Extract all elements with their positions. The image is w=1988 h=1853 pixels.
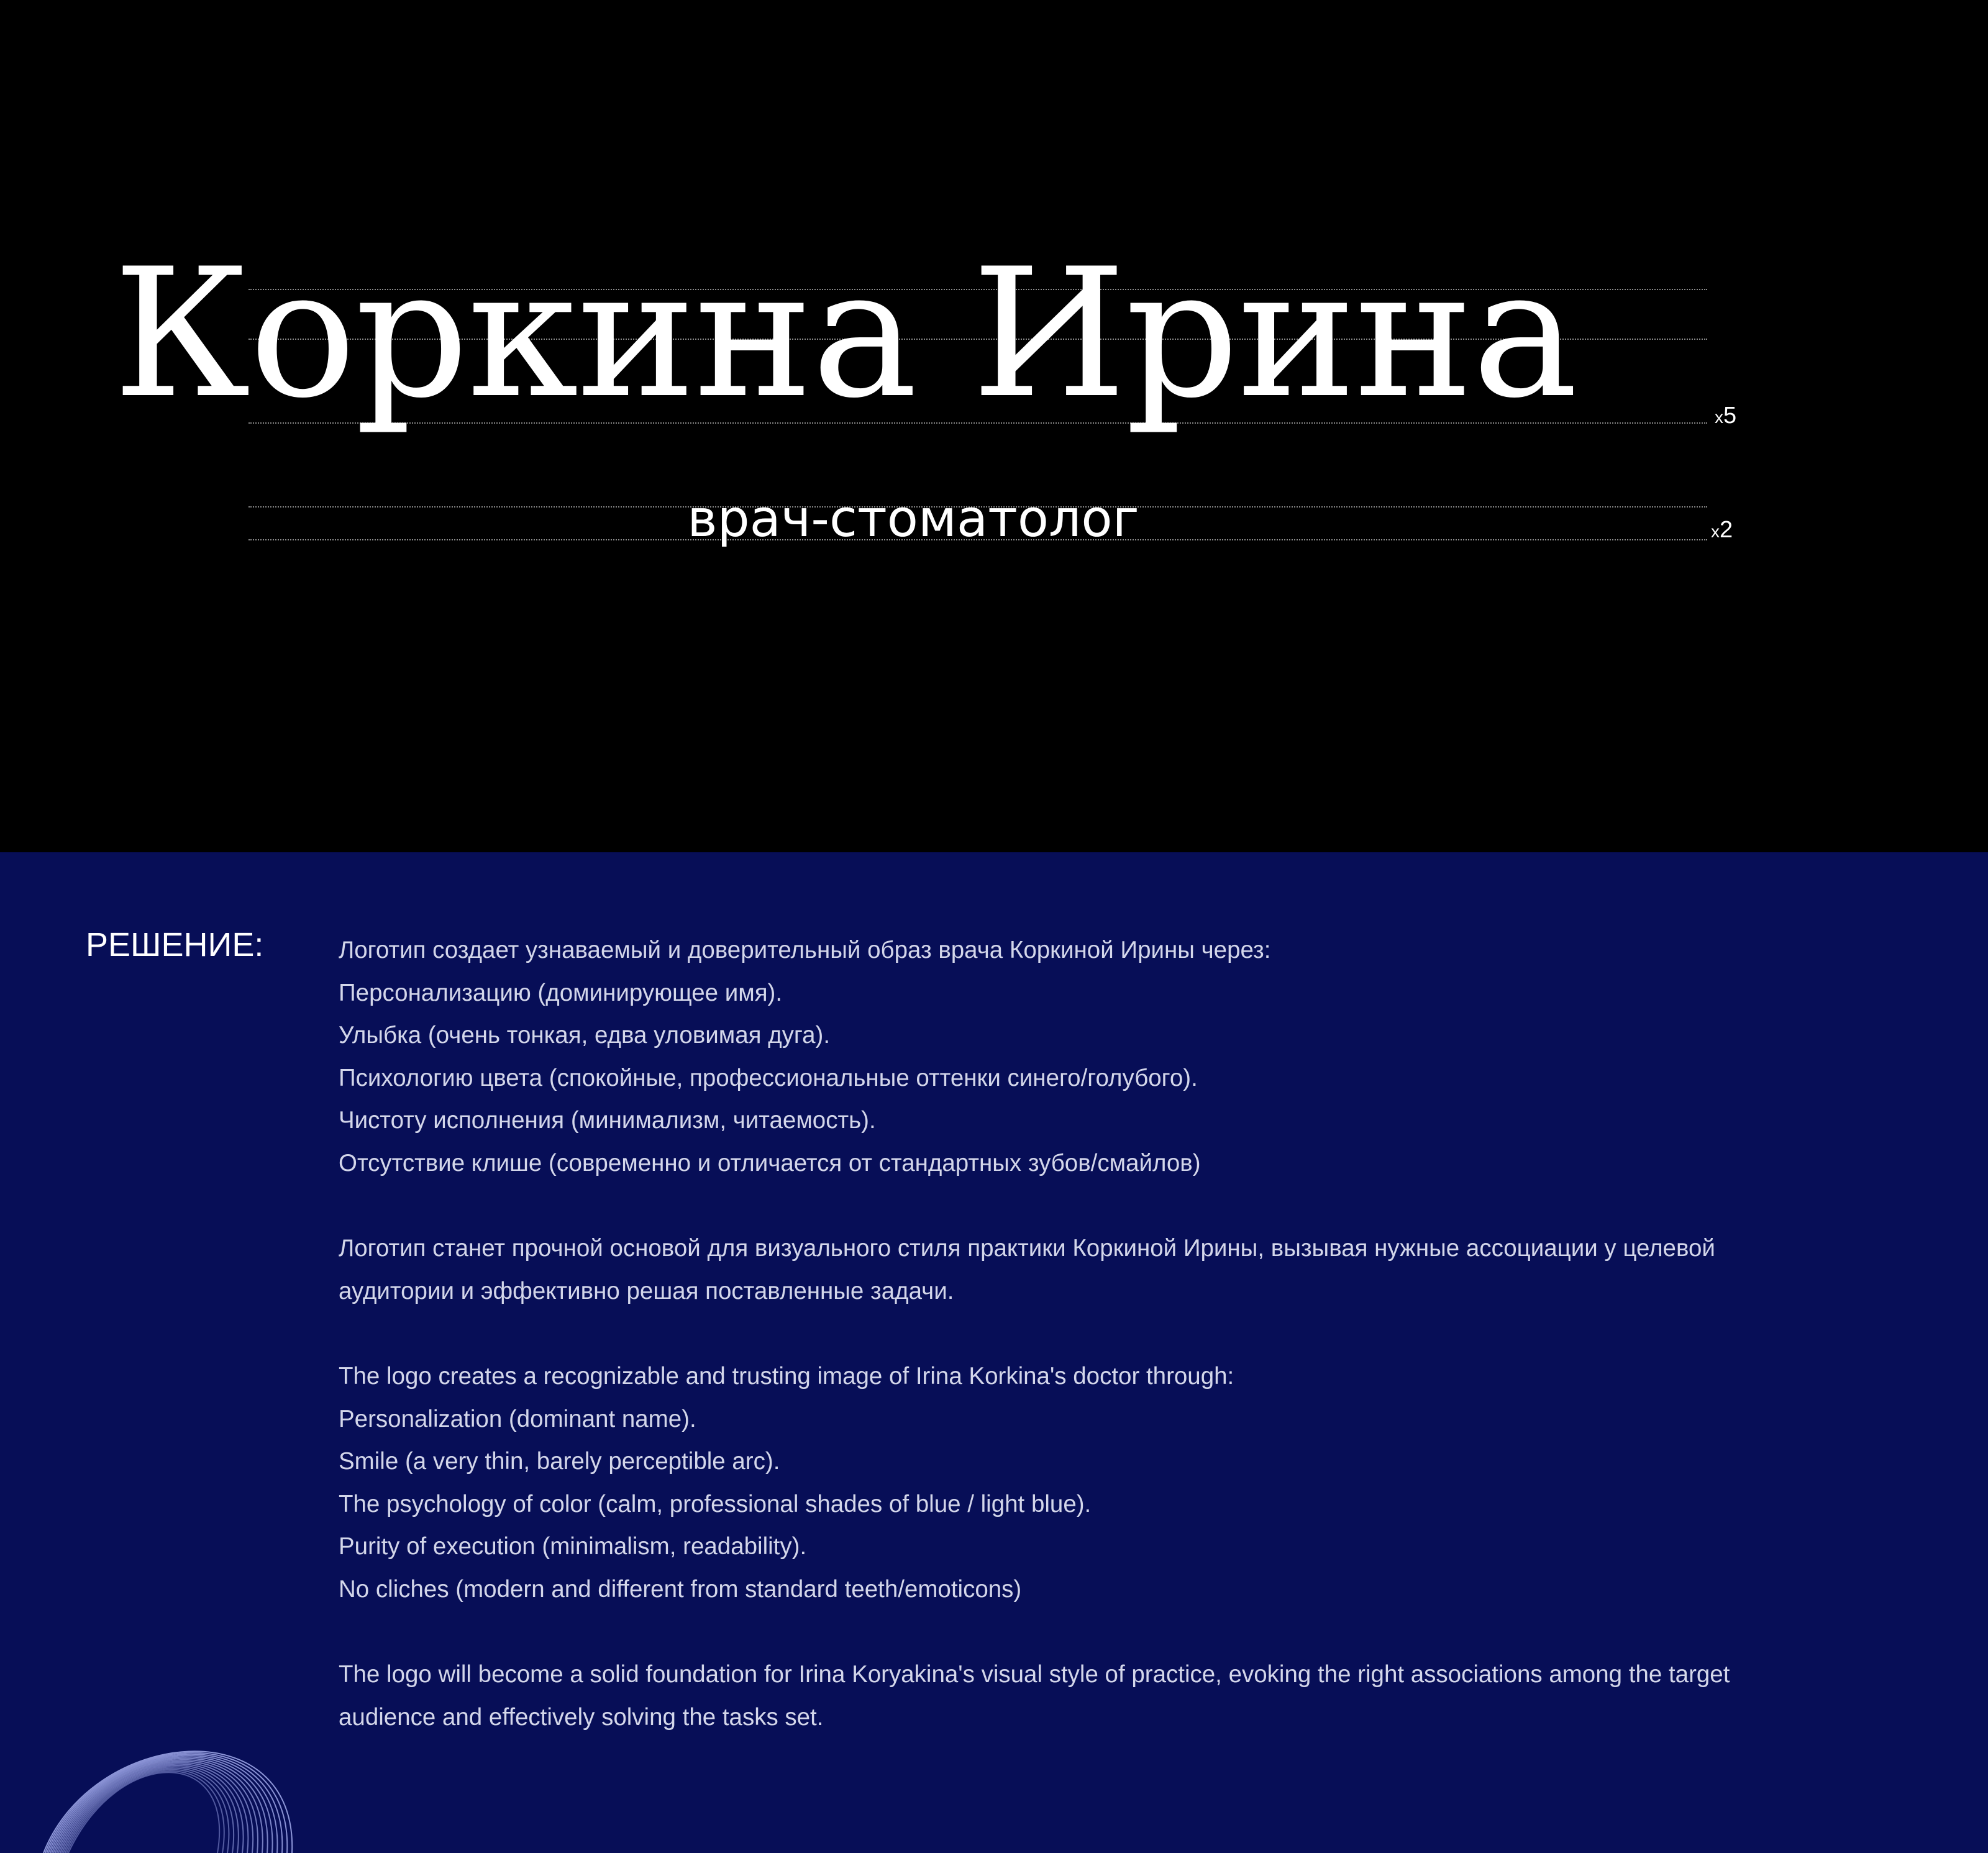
- paragraph-gap: [339, 1313, 1830, 1355]
- en-point: No cliches (modern and different from standard teeth/emoticons): [339, 1575, 1022, 1603]
- scale-prefix: x: [1715, 407, 1723, 427]
- en-conclusion-line: The logo will become a solid foundation for Irina Koryakina's visual style of practice, evoking the right associations among the target: [339, 1661, 1730, 1688]
- solution-heading: РЕШЕНИЕ:: [86, 926, 264, 963]
- ru-point: Персонализацию (доминирующее имя).: [339, 979, 783, 1006]
- scale-prefix: x: [1711, 522, 1720, 541]
- en-intro: The logo creates a recognizable and trusting image of Irina Korkina's doctor through:: [339, 1362, 1234, 1390]
- ru-point: Улыбка (очень тонкая, едва уловимая дуга).: [339, 1022, 831, 1049]
- en-point: Purity of execution (minimalism, readability).: [339, 1533, 807, 1560]
- en-point: The psychology of color (calm, professional shades of blue / light blue).: [339, 1490, 1092, 1518]
- arc-line: [62, 1767, 239, 1853]
- ru-point: Психологию цвета (спокойные, профессиональные оттенки синего/голубого).: [339, 1064, 1198, 1091]
- scale-value: 2: [1720, 517, 1733, 543]
- name-scale-mark: [1715, 403, 1736, 429]
- arc-line: [60, 1765, 244, 1853]
- scale-value: 5: [1723, 403, 1737, 429]
- paragraph-gap: [339, 1611, 1830, 1654]
- ru-conclusion-line: аудитории и эффективно решая поставленные задачи.: [339, 1277, 954, 1304]
- ru-intro: Логотип создает узнаваемый и доверительный образ врача Коркиной Ирины через:: [339, 937, 1271, 963]
- paragraph-gap: [339, 1185, 1830, 1228]
- logo-subtitle: врач-стоматолог: [687, 489, 1139, 549]
- en-conclusion-line: audience and effectively solving the tasks set.: [339, 1703, 824, 1731]
- ru-point: Чистоту исполнения (минимализм, читаемость).: [339, 1107, 876, 1134]
- logo-name: Коркина Ирина: [112, 231, 1577, 437]
- decorative-arc-lines: [0, 1702, 311, 1853]
- ru-conclusion-line: Логотип станет прочной основой для визуального стиля практики Коркиной Ирины, вызывая нужные ассоциации у целевой: [339, 1235, 1715, 1262]
- en-point: Personalization (dominant name).: [339, 1405, 696, 1432]
- ru-point: Отсутствие клише (современно и отличается от стандартных зубов/смайлов): [339, 1149, 1201, 1177]
- solution-description: [339, 929, 1830, 1739]
- subtitle-scale-mark: [1711, 517, 1733, 544]
- logo-presentation-panel: [0, 0, 1988, 852]
- en-point: Smile (a very thin, barely perceptible arc).: [339, 1448, 780, 1475]
